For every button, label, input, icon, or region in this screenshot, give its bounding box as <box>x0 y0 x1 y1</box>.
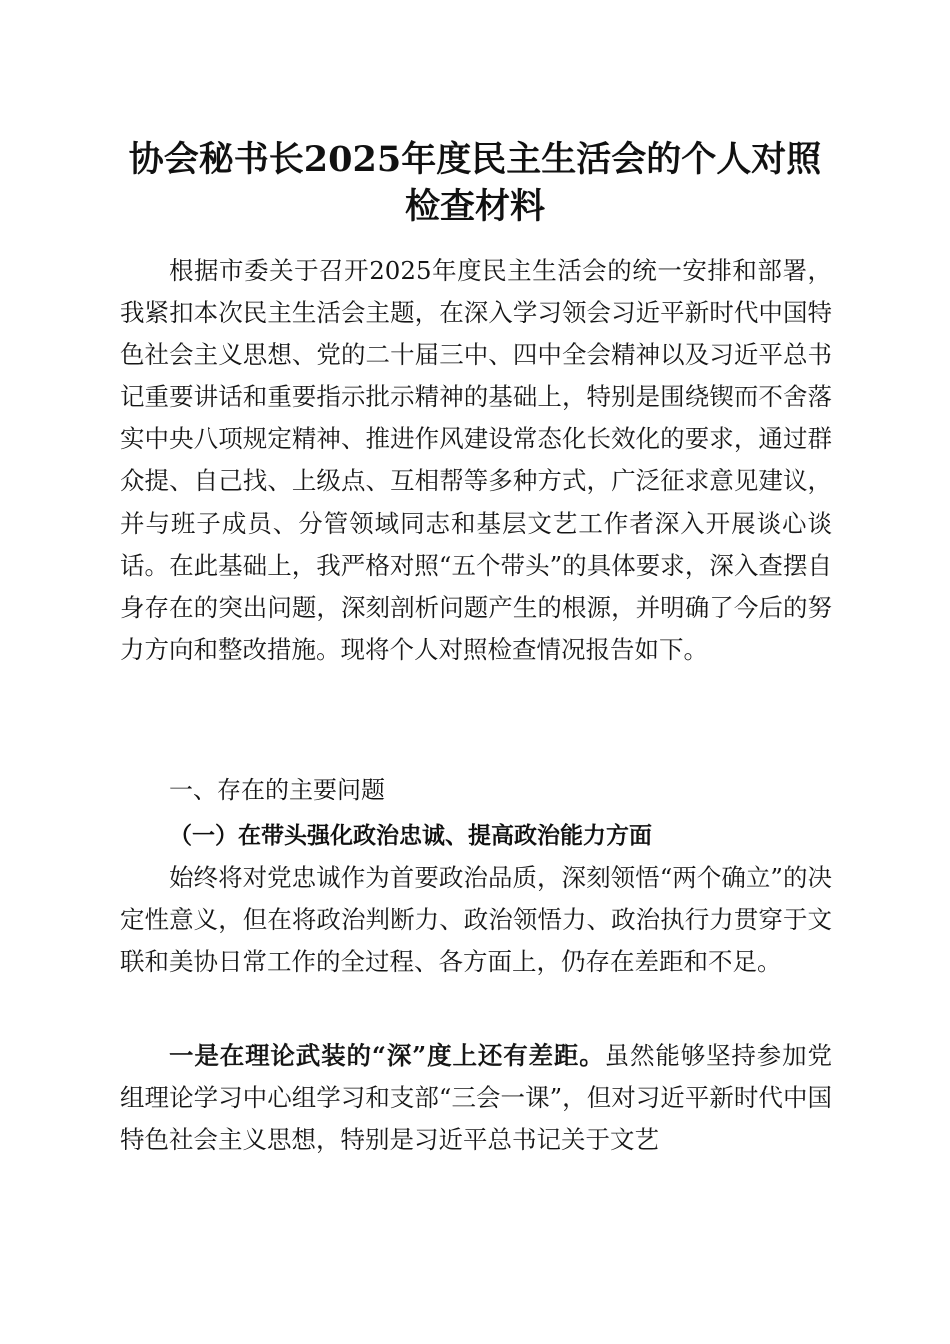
subsection-heading-political-loyalty: （一）在带头强化政治忠诚、提高政治能力方面 <box>169 822 652 849</box>
theory-armament-text: 虽然能够坚持参加党组理论学习中心组学习和支部“三会一课”，但对习近平新时代中国特色社会主义思想，特别是习近平总书记关于文艺 <box>120 1041 833 1155</box>
document-title-line-2: 检查材料 <box>404 186 545 227</box>
political-loyalty-paragraph: 始终将对党忠诚作为首要政治品质，深刻领悟“两个确立”的决定性意义，但在将政治判断力、政治领悟力、政治执行力贯穿于文联和美协日常工作的全过程、各方面上，仍存在差距和不足。 <box>120 863 832 977</box>
intro-paragraph: 根据市委关于召开2025年度民主生活会的统一安排和部署，我紧扣本次民主生活会主题，在深入学习领会习近平新时代中国特色社会主义思想、党的二十届三中、四中全会精神以及习近平总书记重要讲话和重要指示批示精神的基础上，特别是围绕锲而不舍落实中央八项规定精神、推进作风建设常态化长效化的要求，通过群众提、自己找、上级点、互相帮等多种方式，广泛征求意见建议，并与班子成员、分管领域同志和基层文艺工作者深入开展谈心谈话。在此基础上，我严格对照“五个带头”的具体要求，深入查摆自身存在的突出问题，深刻剖析问题产生的根源，并明确了今后的努力方向和整改措施。现将个人对照检查情况报告如下。 <box>120 256 832 664</box>
section-heading-main-problems: 一、存在的主要问题 <box>169 776 385 804</box>
theory-armament-lead: 一是在理论武装的“深”度上还有差距。 <box>169 1041 605 1070</box>
theory-armament-paragraph <box>120 1035 832 1161</box>
document-title-line-1: 协会秘书长2025年度民主生活会的个人对照 <box>128 139 822 180</box>
